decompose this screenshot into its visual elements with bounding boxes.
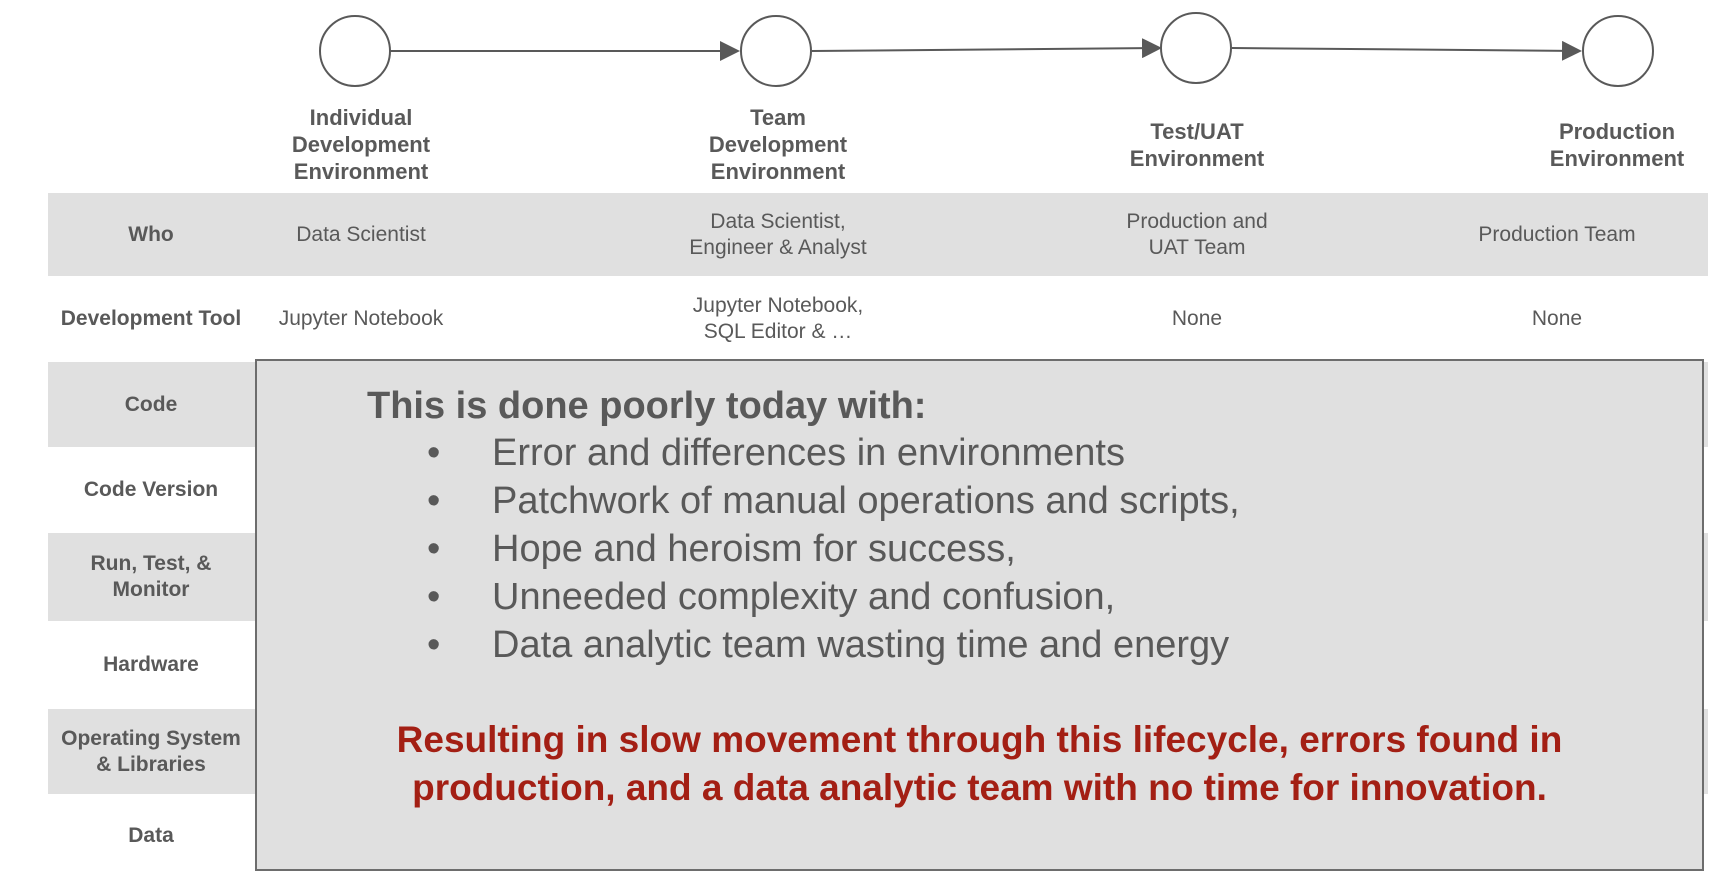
row-label-who: Who (128, 222, 174, 246)
list-item (427, 525, 1240, 573)
issues-list (427, 429, 1240, 669)
arrow-2 (812, 48, 1160, 51)
who-cell-test-uat: Production and UAT Team (1126, 209, 1268, 259)
who-cell-individual: Data Scientist (296, 222, 426, 246)
callout-heading: This is done poorly today with: (367, 385, 927, 427)
list-item (427, 621, 1240, 669)
row-label-os-libraries: Operating System & Libraries (61, 726, 241, 776)
lifecycle-flow (0, 0, 1721, 110)
row-label-hardware: Hardware (103, 653, 199, 676)
stage-node-team (741, 16, 811, 86)
stage-node-individual (320, 16, 390, 86)
row-label-development-tool: Development Tool (60, 307, 242, 330)
list-item-text: Patchwork of manual operations and scripts, (492, 480, 1240, 522)
bullet-icon: • (427, 432, 441, 474)
row-label-code: Code (124, 392, 178, 416)
list-item-text: Unneeded complexity and confusion, (492, 576, 1116, 618)
dev-tool-cell-individual: Jupyter Notebook (278, 307, 444, 330)
bullet-icon: • (427, 576, 441, 618)
dev-tool-cell-test-uat: None (1171, 307, 1223, 330)
result-statement: Resulting in slow movement through this lifecycle, errors found in production, and a data analytic team with no time for innovation. (396, 719, 1563, 808)
list-item-text: Data analytic team wasting time and energy (492, 624, 1230, 666)
list-item (427, 429, 1240, 477)
dev-tool-cell-production: None (1531, 307, 1583, 330)
stage-title-individual: Individual Development Environment (291, 105, 431, 184)
bullet-icon: • (427, 624, 441, 666)
row-label-run-test-monitor: Run, Test, & Monitor (90, 552, 212, 601)
callout-box (255, 359, 1704, 871)
who-cell-production: Production Team (1478, 222, 1636, 246)
arrow-3 (1232, 48, 1580, 51)
stage-title-production: Production Environment (1549, 119, 1685, 171)
bullet-icon: • (427, 528, 441, 570)
stage-title-team: Team Development Environment (708, 105, 848, 184)
row-label-code-version: Code Version (83, 478, 219, 501)
row-label-data: Data (128, 824, 174, 847)
bullet-icon: • (427, 480, 441, 522)
stage-title-test-uat: Test/UAT Environment (1129, 119, 1265, 171)
who-cell-team: Data Scientist, Engineer & Analyst (689, 209, 867, 259)
list-item-text: Error and differences in environments (492, 432, 1125, 474)
list-item-text: Hope and heroism for success, (492, 528, 1016, 570)
dev-tool-cell-team: Jupyter Notebook, SQL Editor & … (692, 294, 864, 343)
stage-node-test-uat (1161, 13, 1231, 83)
stage-node-production (1583, 16, 1653, 86)
list-item (427, 573, 1240, 621)
list-item (427, 477, 1240, 525)
